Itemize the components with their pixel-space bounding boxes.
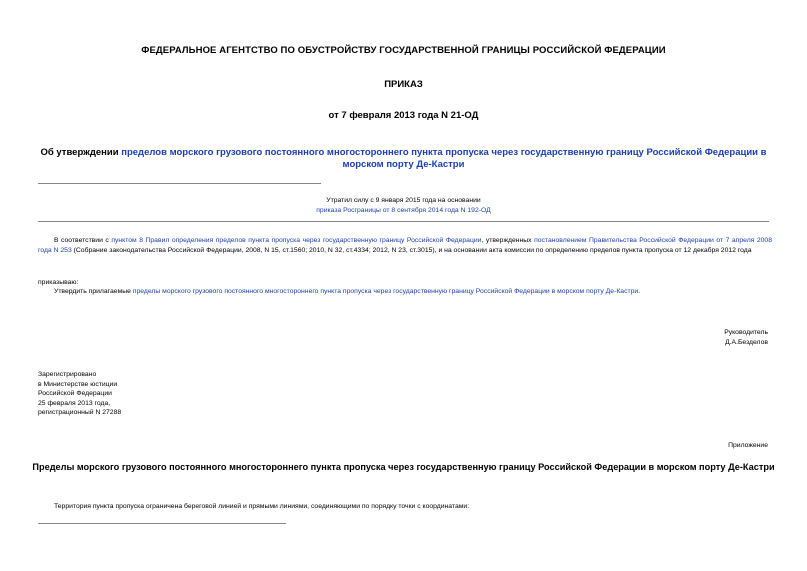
document-date-number: от 7 февраля 2013 года N 21-ОД — [328, 110, 479, 121]
preamble-text-c: (Собрание законодательства Российской Федерации, 2008, N 15, ст.1560; 2010, N 32, ст.4334; 2012, N 23, ст.3015), и на основании акта комиссии по определению пределов пункта пропуска от 12 декабря 2012 года — [71, 246, 752, 254]
document-title — [30, 147, 777, 171]
signer-name: Д.А.Безделов — [725, 338, 768, 346]
preamble-text-a: В соответствии с — [54, 237, 112, 244]
title-link[interactable]: пределов морского грузового постоянного многостороннего пункта пропуска через государственную границу Российской Федерации в морском порту Де-Кастри — [121, 147, 767, 170]
signer-position: Руководитель — [724, 329, 768, 336]
appendix-title: Пределы морского грузового постоянного многостороннего пункта пропуска через государственную границу Российской Федерации в морском порту Де-Кастри — [32, 462, 775, 472]
signer-block — [724, 328, 768, 347]
approve-text-a: Утвердить прилагаемые — [54, 288, 133, 295]
registration-block — [38, 370, 121, 418]
title-prefix: Об утверждении — [40, 147, 122, 158]
preamble-link-rules[interactable]: пунктом 8 Правил определения пределов пункта пропуска через государственную границу Российской Федерации — [111, 237, 482, 244]
status-note — [0, 196, 807, 215]
appendix-label: Приложение — [728, 442, 768, 449]
registration-line: Российской Федерации — [38, 390, 112, 397]
registration-line: в Министерстве юстиции — [38, 380, 118, 388]
status-link[interactable]: приказа Росграницы от 8 сентября 2014 года N 192-ОД — [316, 206, 491, 214]
preamble-text-b: , утвержденных — [481, 237, 535, 244]
status-line-1: Утратил силу с 9 января 2015 года на основании — [326, 197, 481, 204]
order-word: приказываю: — [38, 279, 79, 286]
divider-bottom — [38, 523, 286, 524]
document-type: ПРИКАЗ — [384, 79, 423, 90]
registration-line: регистрационный N 27288 — [38, 409, 122, 416]
approve-paragraph — [54, 287, 774, 297]
territory-paragraph: Территория пункта пропуска ограничена береговой линией и прямыми линиями, соединяющими по порядку точки с координатами: — [54, 503, 470, 510]
agency-name: ФЕДЕРАЛЬНОЕ АГЕНТСТВО ПО ОБУСТРОЙСТВУ ГОСУДАРСТВЕННОЙ ГРАНИЦЫ РОССИЙСКОЙ ФЕДЕРАЦИИ — [141, 45, 666, 56]
divider-short — [38, 183, 321, 184]
registration-line: 25 февраля 2013 года, — [38, 399, 111, 407]
registration-line: Зарегистрировано — [38, 371, 97, 378]
approve-text-b: . — [638, 288, 641, 295]
preamble-link-resolution[interactable]: постановлением Правительства Российской Федерации от 7 апреля 2008 года N 253 — [38, 237, 772, 254]
approve-link[interactable]: пределы морского грузового постоянного многостороннего пункта пропуска через государственную границу Российской Федерации в морском порту Де-Кастри — [132, 288, 639, 295]
preamble-paragraph — [38, 236, 772, 255]
divider-long — [38, 221, 769, 222]
